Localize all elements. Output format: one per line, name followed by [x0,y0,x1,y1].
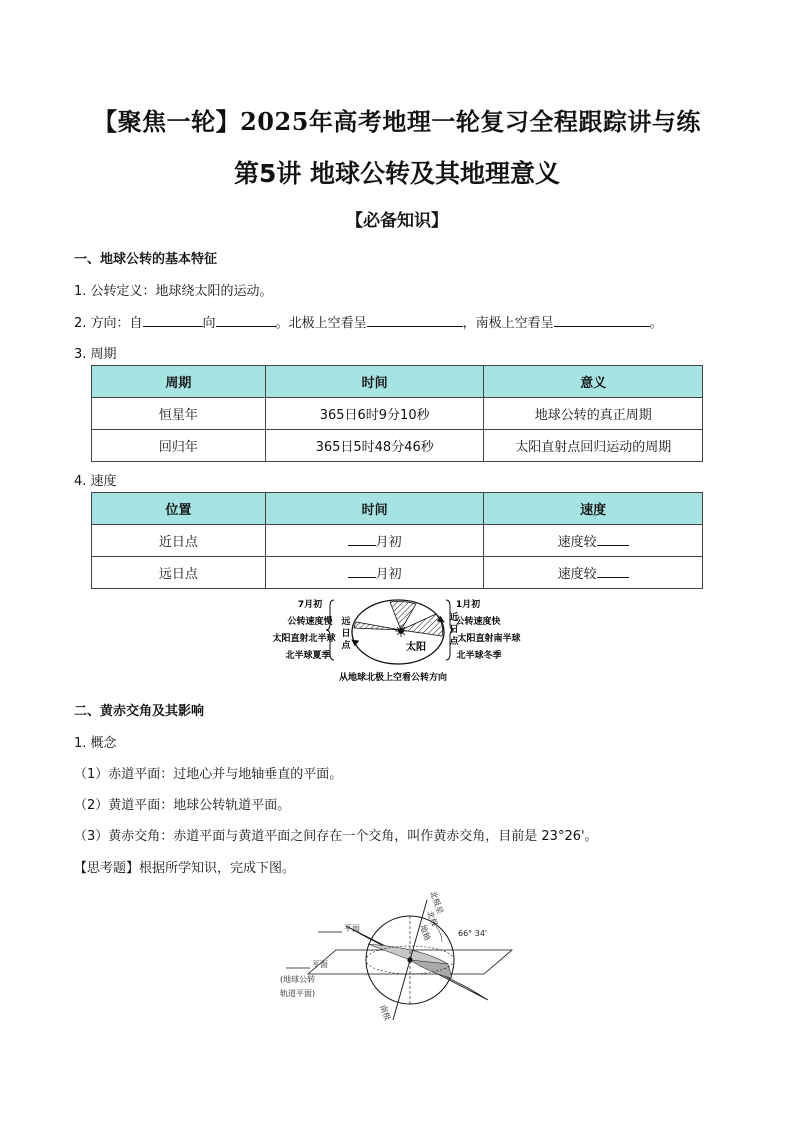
direction-text-c: 。北极上空看呈 [275,316,367,331]
table-header: 周期 [92,366,266,398]
document-title: 【聚焦一轮】2025年高考地理一轮复习全程跟踪讲与练 [93,107,701,136]
aphelion-char: 日 [341,629,351,639]
think-question: 【思考题】根据所学知识，完成下图。 [74,861,296,876]
direction-text-e: 。 [649,316,663,331]
table-cell: 365日5时48分46秒 [265,430,484,462]
plane-note-2: 轨道平面) [280,989,316,998]
part2-heading: 二、黄赤交角及其影响 [74,704,205,719]
left-label-direct: 太阳直射北半球 [272,634,336,644]
speed-prefix: 速度较 [557,567,597,582]
table-header: 时间 [265,366,484,398]
obliquity-diagram [272,882,524,1022]
table-header-row [92,366,703,398]
axis-label: 地轴 [418,923,433,942]
item-definition: 1. 公转定义：地球绕太阳的运动。 [74,284,273,299]
left-label-season: 北半球夏季 [285,651,331,661]
blank-south-view [554,312,650,327]
aphelion-char: 远 [341,617,351,627]
item-obliquity: （3）黄赤交角：赤道平面与黄道平面之间存在一个交角，叫作黄赤交角，目前是 23°26'。 [74,829,598,844]
table-cell: 太阳直射点回归运动的周期 [484,430,703,462]
item-equator-plane: （1）赤道平面：过地心并与地轴垂直的平面。 [74,767,343,782]
table-cell: 近日点 [92,525,266,557]
period-table [91,365,703,462]
perihelion-char: 日 [449,625,459,635]
aphelion-char: 点 [341,641,351,651]
direction-text-d: ，南极上空看呈 [462,316,554,331]
blank-to [216,312,276,327]
table-cell [265,525,484,557]
direction-text-a: 2. 方向：自 [74,316,143,331]
north-pole-label: 北极 [425,909,440,928]
table-cell [484,525,703,557]
sun-label: 太阳 [406,642,426,653]
orbit-caption: 从地球北极上空看公转方向 [338,673,448,683]
month-suffix: 月初 [375,567,402,582]
speed-prefix: 速度较 [557,535,597,550]
blank-north-view [367,312,463,327]
plane-bottom-label: 平面 [312,960,328,969]
table-header: 位置 [92,493,266,525]
plane-note-1: (地球公转 [280,975,316,984]
sun-rays-icon [395,625,407,637]
plane-top-label: 平面 [344,924,360,933]
part1-heading: 一、地球公转的基本特征 [74,252,218,267]
table-cell: 365日6时9分10秒 [265,398,484,430]
perihelion-char: 近 [449,613,459,623]
table-row [92,398,703,430]
right-label-month: 1月初 [455,600,481,610]
item-concept: 1. 概念 [74,736,117,751]
angle-label: 66° 34' [458,929,488,938]
speed-table [91,492,703,589]
orbit-diagram [258,594,538,688]
table-row [92,557,703,589]
blank-speed [597,564,629,578]
right-label-season: 北半球冬季 [456,651,502,661]
table-cell [265,557,484,589]
section-tag: 【必备知识】 [346,211,448,231]
month-suffix: 月初 [375,535,402,550]
left-label-speed: 公转速度慢 [287,617,333,627]
table-cell [484,557,703,589]
table-cell: 回归年 [92,430,266,462]
item-direction [74,312,663,331]
sector-left [354,622,401,630]
table-row [92,430,703,462]
perihelion-char: 点 [449,637,459,647]
item-period: 3. 周期 [74,347,117,362]
blank-month [348,564,376,578]
item-ecliptic-plane: （2）黄道平面：地球公转轨道平面。 [74,798,291,813]
earth-center [407,957,412,962]
left-label-month: 7月初 [297,600,323,610]
direction-text-b: 向 [202,316,216,331]
table-header: 速度 [484,493,703,525]
table-header: 时间 [265,493,484,525]
lesson-title: 第5讲 地球公转及其地理意义 [233,159,561,188]
table-cell: 远日点 [92,557,266,589]
table-cell: 恒星年 [92,398,266,430]
blank-speed [597,532,629,546]
table-header-row [92,493,703,525]
right-label-direct: 太阳直射南半球 [457,634,521,644]
right-label-speed: 公转速度快 [455,617,501,627]
arrow-left-icon [352,640,359,646]
south-pole-label: 南极 [378,1003,393,1022]
blank-month [348,532,376,546]
item-speed: 4. 速度 [74,474,117,489]
blank-from [143,312,203,327]
table-header: 意义 [484,366,703,398]
polaris-label: 北极星 [428,889,445,916]
table-row [92,525,703,557]
table-cell: 地球公转的真正周期 [484,398,703,430]
